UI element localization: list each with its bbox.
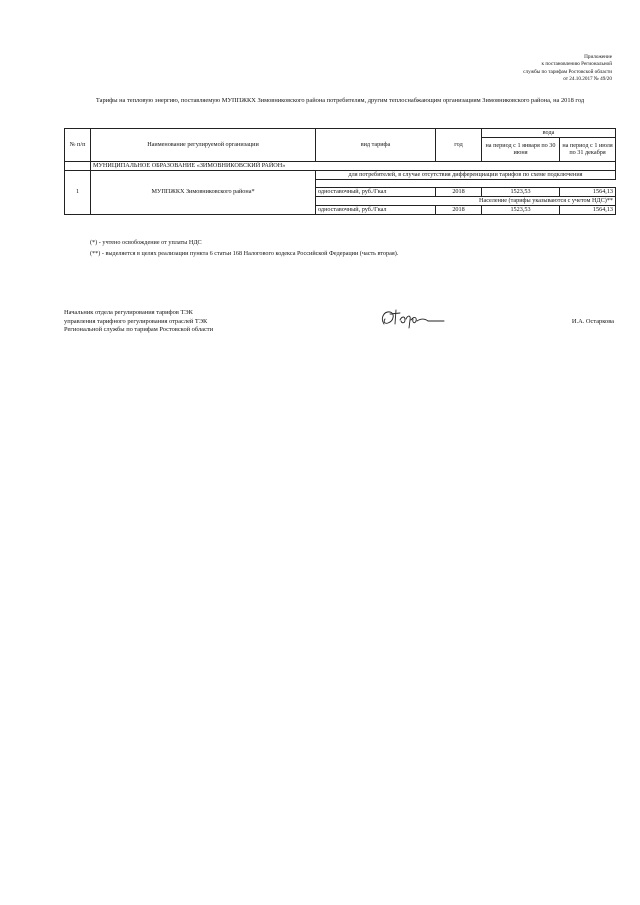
header-year: год [436,129,482,162]
table-row [65,170,616,179]
tariff-value-period-2: 1564,13 [560,205,616,214]
signatory-line: Начальник отдела регулирования тарифов ТЭК [64,309,193,316]
signatory-name: И.А. Остаркова [571,318,614,325]
section-consumers-text: для потребителей, в случае отсутствия дифференциации тарифов по схеме подключения [348,170,583,178]
header-org: Наименование регулируемой организации [91,129,316,162]
section-consumers [316,170,616,179]
appendix-line: от 24.10.2017 № 49/20 [563,76,612,83]
footnote: (*) - учтено освобождение от уплаты НДС [90,239,202,246]
header-water: вода [482,129,616,138]
signatory-position [64,309,213,335]
footnote: (**) - выделяется в целях реализации пункта 6 статьи 168 Налогового кодекса Российской Федерации (часть вторая). [90,249,399,257]
appendix-line: службы по тарифам Ростовской области [523,68,612,75]
tariff-year: 2018 [436,187,482,196]
tariff-table [64,128,616,215]
table-header-row [65,129,616,138]
appendix-line: к постановлению Региональной [541,61,612,68]
organization-name: МУППЖКХ Зимовниковского района* [91,170,316,214]
row-number: 1 [65,170,91,214]
tariff-value-period-1: 1523,53 [482,187,560,196]
signatory-line: Региональной службы по тарифам Ростовской области [64,326,214,334]
signatory-line: управления тарифного регулирования отраслей ТЭК [64,317,208,325]
appendix-note [412,54,612,84]
footnotes [90,238,398,259]
municipality-name: МУНИЦИПАЛЬНОЕ ОБРАЗОВАНИЕ «ЗИМОВНИКОВСКИЙ РАЙОН» [91,161,616,170]
tariff-year: 2018 [436,205,482,214]
tariff-type: одноставочный, руб./Гкал [316,187,436,196]
tariff-value-period-1: 1523,53 [482,205,560,214]
header-period-2: на период с 1 июля по 31 декабря [560,137,616,161]
appendix-line: Приложение [584,54,612,60]
document-title: Тарифы на тепловую энергию, поставляемую МУППЖКХ Зимовниковского района потребителям, другим теплоснабжающим организациям Зимовниковского района, на 2018 год [95,97,585,104]
municipality-row [65,161,616,170]
section-population: Население (тарифы указываются с учетом НДС)** [316,196,616,205]
empty-cell [65,161,91,170]
header-type: вид тарифа [316,129,436,162]
header-num: № п/п [65,129,91,162]
tariff-type: одноставочный, руб./Гкал [316,205,436,214]
header-period-1: на период с 1 января по 30 июня [482,137,560,161]
handwritten-signature [378,306,448,332]
tariff-value-period-2: 1564,13 [560,187,616,196]
